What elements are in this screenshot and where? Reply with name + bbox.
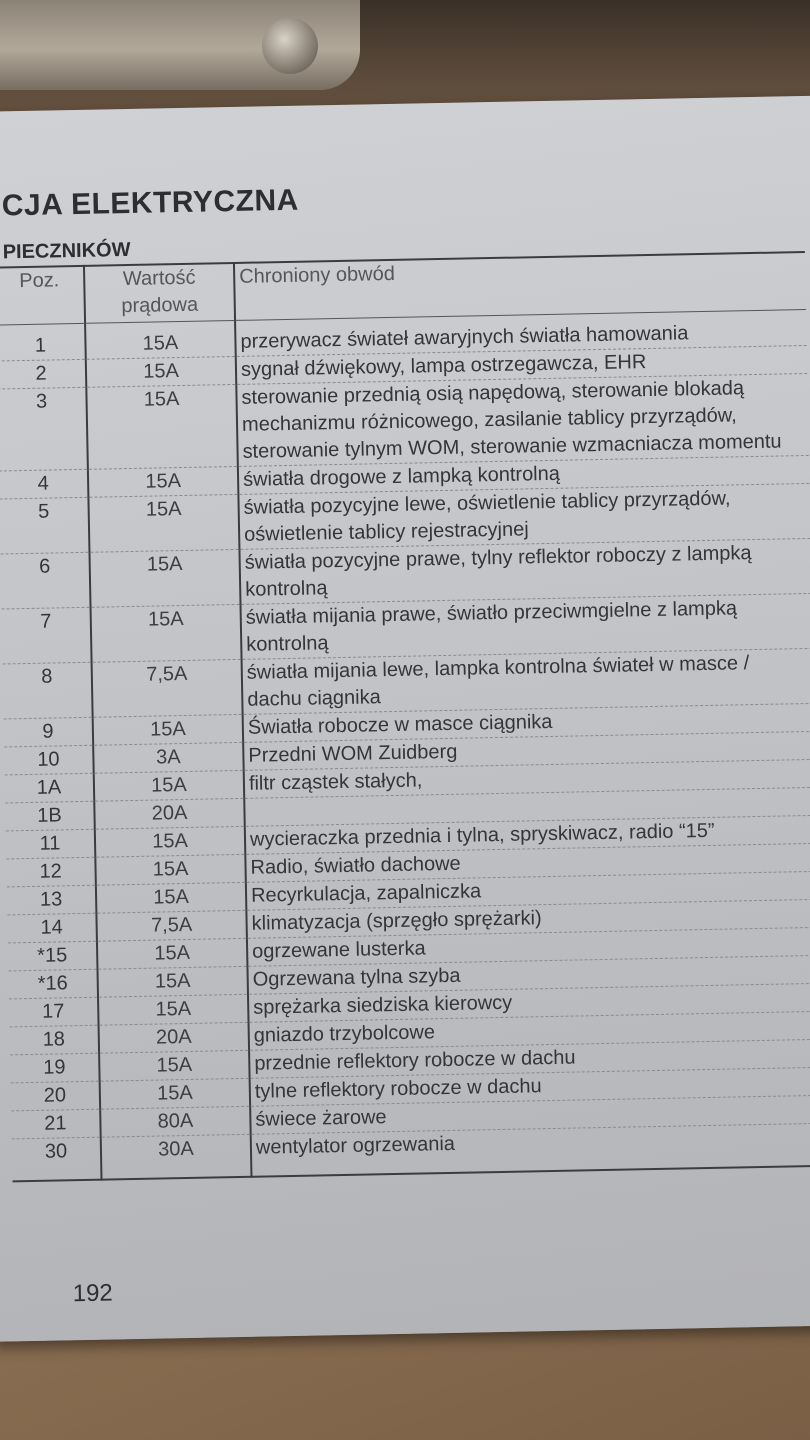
fuse-position: 19 [10,1053,100,1083]
fuse-value: 30A [101,1134,252,1179]
fuse-position: 2 [0,359,86,389]
metal-clamp [0,0,360,90]
fuse-circuit: światła mijania prawe, światło przeciwmgielne z lampką kontrolną [241,593,810,659]
fuse-circuit: przerywacz świateł awaryjnych światła hamowania [235,309,807,356]
fuse-value: 15A [97,938,248,969]
fuse-circuit: wentylator ogrzewania [251,1123,810,1176]
fuse-circuit: światła pozycyjne lewe, oświetlenie tablicy przyrządów, oświetlenie tablicy rejestracyjnej [238,483,810,549]
page-number: 192 [72,1279,114,1308]
fuse-circuit: Światła robocze w masce ciągnika [243,703,810,742]
fuse-value: 3A [93,742,244,773]
fuse-value: 15A [89,549,240,607]
fuse-position: 6 [0,552,90,609]
fuse-value: 7,5A [92,659,243,717]
fuse-value: 15A [94,770,245,801]
fuse-value: 15A [95,854,246,885]
fuse-position: 8 [3,662,93,719]
fuse-circuit: sprężarka siedziska kierowcy [248,983,810,1022]
table-row [0,373,809,471]
bolt-icon [262,18,318,74]
manual-page [0,95,810,1342]
fuse-value: 15A [86,356,237,387]
fuse-position: 10 [4,745,94,775]
fuse-position: 9 [4,717,94,747]
fuse-circuit: światła drogowe z lampką kontrolną [238,455,809,494]
fuse-circuit: świece żarowe [250,1095,810,1134]
fuse-position: 11 [6,829,96,859]
header-circuit: Chroniony obwód [234,252,806,320]
fuse-value: 15A [96,882,247,913]
fuse-value: 20A [99,1022,250,1053]
fuse-table [0,251,810,1182]
section-title: CJA ELEKTRYCZNA [1,183,300,223]
fuse-value: 7,5A [96,910,247,941]
fuse-value: 15A [88,494,239,552]
fuse-position: 12 [6,857,96,887]
fuse-circuit: sterowanie przednią osią napędową, sterowanie blokadą mechanizmu różnicowego, zasilanie tablicy przyrządów, sterowanie tylnym WOM, sterowanie wzmacniacza momentu [236,373,808,466]
fuse-circuit: Ogrzewana tylna szyba [247,955,810,994]
fuse-position: 1B [5,801,95,831]
fuse-circuit: filtr cząstek stałych, [244,759,810,798]
fuse-position: 21 [11,1109,101,1139]
fuse-value: 15A [95,826,246,857]
subsection-title: PIECZNIKÓW [2,238,131,264]
fuse-position: 3 [0,387,88,471]
fuse-position: 17 [9,997,99,1027]
fuse-value: 15A [88,466,239,497]
fuse-circuit: Radio, światło dachowe [245,843,810,882]
header-value: Wartość prądowa [84,263,235,323]
fuse-value: 80A [100,1106,251,1137]
fuse-position: 7 [2,607,92,664]
fuse-value: 15A [91,604,242,662]
fuse-circuit: sygnał dźwiękowy, lampa ostrzegawcza, EHR [236,345,807,384]
fuse-circuit: ogrzewane lusterka [247,927,810,966]
fuse-position: 30 [12,1137,102,1181]
fuse-position: 18 [10,1025,100,1055]
fuse-position: 1 [0,323,86,361]
fuse-circuit: gniazdo trzybolcowe [249,1011,810,1050]
fuse-circuit: światła mijania lewe, lampka kontrolna świateł w masce / dachu ciągnika [242,648,810,714]
fuse-position: 4 [0,469,88,499]
fuse-position: 1A [5,773,95,803]
fuse-value: 15A [98,994,249,1025]
fuse-value: 15A [97,966,248,997]
fuse-table-body [0,309,810,1181]
fuse-position: 5 [0,497,89,554]
fuse-value: 15A [86,384,238,469]
fuse-value: 15A [93,714,244,745]
fuse-position: *15 [8,941,98,971]
fuse-circuit: klimatyzacja (sprzęgło sprężarki) [246,899,810,938]
fuse-circuit: tylne reflektory robocze w dachu [250,1067,810,1106]
fuse-circuit: przednie reflektory robocze w dachu [249,1039,810,1078]
fuse-position: 14 [7,913,97,943]
fuse-position: *16 [8,969,98,999]
fuse-value: 15A [99,1050,250,1081]
header-position: Poz. [0,266,85,325]
fuse-position: 13 [7,885,97,915]
fuse-position: 20 [11,1081,101,1111]
fuse-circuit: światła pozycyjne prawe, tylny reflektor roboczy z lampką kontrolną [239,538,810,604]
fuse-circuit: wycieraczka przednia i tylna, spryskiwacz, radio “15” [245,815,810,854]
fuse-value: 20A [94,798,245,829]
fuse-value: 15A [100,1078,251,1109]
fuse-value: 15A [85,320,236,359]
fuse-circuit: Przedni WOM Zuidberg [243,731,810,770]
fuse-circuit: Recyrkulacja, zapalniczka [246,871,810,910]
